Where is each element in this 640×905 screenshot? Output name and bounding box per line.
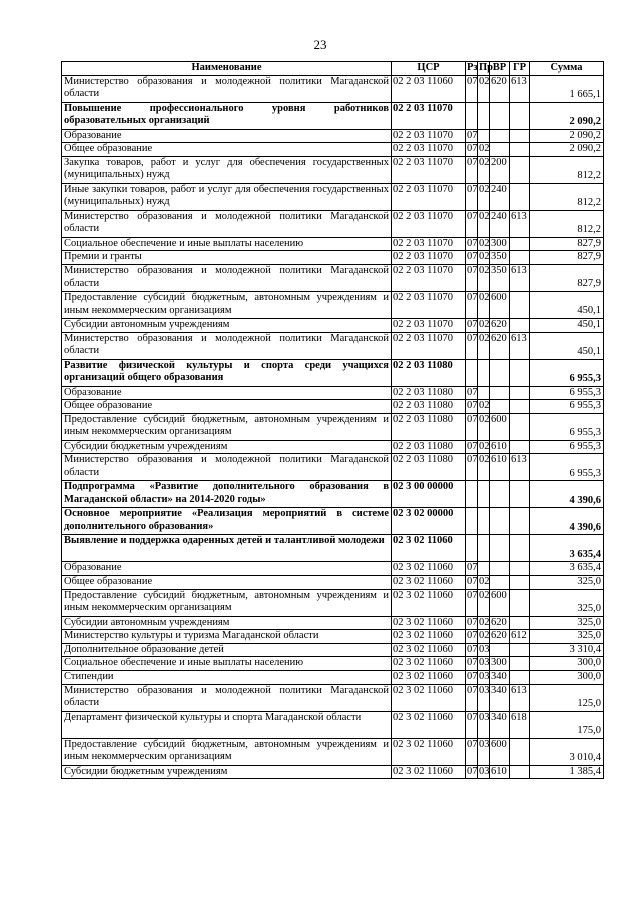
row-rz-cell: 07 [466,684,478,711]
row-gr-cell [510,156,530,183]
row-sum-cell: 812,2 [530,156,604,183]
row-pr-cell [478,102,490,129]
row-pr-cell: 02 [478,440,490,454]
row-csr-cell: 02 3 00 00000 [392,481,466,508]
row-vr-cell: 620 [490,75,510,102]
row-csr-cell: 02 2 03 11070 [392,318,466,332]
row-name-cell: Повышение профессионального уровня работников образовательных организаций [62,102,392,129]
table-row [62,481,604,508]
row-gr-cell [510,400,530,414]
row-sum-cell: 812,2 [530,210,604,237]
row-vr-cell: 300 [490,237,510,251]
row-sum-cell: 6 955,3 [530,400,604,414]
row-gr-cell [510,183,530,210]
row-name-cell: Основное мероприятие «Реализация мероприятий в системе дополнительного образования» [62,508,392,535]
column-header-vr: ВР [490,62,510,76]
table-row [62,400,604,414]
row-pr-cell [478,535,490,562]
row-rz-cell: 07 [466,75,478,102]
row-gr-cell [510,413,530,440]
row-pr-cell: 02 [478,454,490,481]
row-vr-cell [490,508,510,535]
table-row [62,535,604,562]
row-vr-cell: 600 [490,738,510,765]
row-name-cell: Общее образование [62,143,392,157]
row-csr-cell: 02 3 02 11060 [392,765,466,779]
row-csr-cell: 02 3 02 11060 [392,657,466,671]
table-row [62,440,604,454]
row-sum-cell: 6 955,3 [530,386,604,400]
row-csr-cell: 02 3 02 11060 [392,630,466,644]
row-sum-cell: 3 010,4 [530,738,604,765]
row-rz-cell [466,102,478,129]
row-csr-cell: 02 2 03 11070 [392,210,466,237]
row-csr-cell: 02 2 03 11070 [392,156,466,183]
row-csr-cell: 02 2 03 11080 [392,413,466,440]
row-sum-cell: 2 090,2 [530,129,604,143]
row-sum-cell: 3 310,4 [530,643,604,657]
row-rz-cell: 07 [466,332,478,359]
row-sum-cell: 2 090,2 [530,102,604,129]
table-row [62,684,604,711]
row-vr-cell [490,359,510,386]
table-row [62,616,604,630]
row-csr-cell: 02 3 02 11060 [392,535,466,562]
row-vr-cell: 600 [490,589,510,616]
budget-table [61,61,604,779]
row-csr-cell: 02 2 03 11070 [392,264,466,291]
row-sum-cell: 4 390,6 [530,508,604,535]
row-pr-cell: 03 [478,738,490,765]
row-vr-cell: 620 [490,332,510,359]
row-vr-cell: 620 [490,630,510,644]
row-sum-cell: 2 090,2 [530,143,604,157]
row-sum-cell: 6 955,3 [530,440,604,454]
row-rz-cell: 07 [466,657,478,671]
table-row [62,129,604,143]
row-sum-cell: 125,0 [530,684,604,711]
row-csr-cell: 02 2 03 11070 [392,102,466,129]
row-sum-cell: 827,9 [530,264,604,291]
table-row [62,562,604,576]
row-pr-cell [478,359,490,386]
table-row [62,386,604,400]
row-rz-cell: 07 [466,143,478,157]
row-vr-cell [490,129,510,143]
row-rz-cell [466,535,478,562]
row-csr-cell: 02 3 02 11060 [392,589,466,616]
row-name-cell: Образование [62,386,392,400]
row-csr-cell: 02 3 02 11060 [392,643,466,657]
row-pr-cell: 02 [478,400,490,414]
table-row [62,657,604,671]
row-name-cell: Общее образование [62,400,392,414]
row-pr-cell: 02 [478,575,490,589]
row-sum-cell: 325,0 [530,630,604,644]
row-csr-cell: 02 2 03 11070 [392,183,466,210]
row-name-cell: Субсидии автономным учреждениям [62,318,392,332]
row-vr-cell [490,562,510,576]
column-header-sum: Сумма [530,62,604,76]
row-rz-cell: 07 [466,413,478,440]
table-row [62,156,604,183]
row-pr-cell: 03 [478,765,490,779]
row-pr-cell: 02 [478,75,490,102]
table-row [62,102,604,129]
row-gr-cell: 613 [510,264,530,291]
row-gr-cell [510,291,530,318]
row-vr-cell: 340 [490,711,510,738]
row-rz-cell: 07 [466,440,478,454]
row-pr-cell: 02 [478,237,490,251]
row-pr-cell: 03 [478,643,490,657]
row-name-cell: Предоставление субсидий бюджетным, автономным учреждениям и иным некоммерческим организациям [62,589,392,616]
row-name-cell: Министерство образования и молодежной политики Магаданской области [62,454,392,481]
row-gr-cell [510,765,530,779]
row-pr-cell: 02 [478,589,490,616]
table-row [62,332,604,359]
row-name-cell: Социальное обеспечение и иные выплаты населению [62,657,392,671]
row-rz-cell [466,359,478,386]
row-vr-cell [490,643,510,657]
column-header-pr: Пр [478,62,490,76]
table-row [62,765,604,779]
table-header-row [62,62,604,76]
row-csr-cell: 02 2 03 11080 [392,359,466,386]
row-name-cell: Образование [62,562,392,576]
row-pr-cell: 03 [478,670,490,684]
row-gr-cell [510,589,530,616]
row-rz-cell: 07 [466,386,478,400]
row-rz-cell: 07 [466,210,478,237]
row-rz-cell: 07 [466,738,478,765]
table-row [62,251,604,265]
row-vr-cell: 300 [490,657,510,671]
row-vr-cell [490,143,510,157]
row-name-cell: Субсидии бюджетным учреждениям [62,440,392,454]
row-gr-cell [510,102,530,129]
row-sum-cell: 3 635,4 [530,562,604,576]
row-name-cell: Министерство образования и молодежной политики Магаданской области [62,210,392,237]
row-sum-cell: 175,0 [530,711,604,738]
row-rz-cell: 07 [466,318,478,332]
row-vr-cell: 350 [490,264,510,291]
row-pr-cell: 02 [478,318,490,332]
row-name-cell: Дополнительное образование детей [62,643,392,657]
row-rz-cell: 07 [466,129,478,143]
row-pr-cell: 03 [478,684,490,711]
row-rz-cell: 07 [466,670,478,684]
page-number: 23 [313,37,327,52]
row-gr-cell [510,535,530,562]
row-gr-cell [510,481,530,508]
row-sum-cell: 812,2 [530,183,604,210]
table-row [62,291,604,318]
row-name-cell: Субсидии бюджетным учреждениям [62,765,392,779]
row-pr-cell: 02 [478,616,490,630]
table-row [62,318,604,332]
row-rz-cell: 07 [466,183,478,210]
row-vr-cell: 610 [490,765,510,779]
table-row [62,589,604,616]
row-sum-cell: 4 390,6 [530,481,604,508]
row-vr-cell [490,535,510,562]
row-name-cell: Предоставление субсидий бюджетным, автономным учреждениям и иным некоммерческим организациям [62,291,392,318]
row-vr-cell: 610 [490,440,510,454]
table-row [62,630,604,644]
row-csr-cell: 02 2 03 11070 [392,143,466,157]
row-gr-cell [510,643,530,657]
row-name-cell: Министерство образования и молодежной политики Магаданской области [62,75,392,102]
table-row [62,210,604,237]
row-name-cell: Социальное обеспечение и иные выплаты населению [62,237,392,251]
row-vr-cell [490,400,510,414]
row-gr-cell [510,562,530,576]
column-header-rz: Рз [466,62,478,76]
row-name-cell: Министерство образования и молодежной политики Магаданской области [62,332,392,359]
row-pr-cell: 03 [478,657,490,671]
row-sum-cell: 3 635,4 [530,535,604,562]
table-row [62,183,604,210]
row-gr-cell: 613 [510,332,530,359]
row-gr-cell: 612 [510,630,530,644]
row-rz-cell: 07 [466,630,478,644]
row-vr-cell: 620 [490,616,510,630]
row-csr-cell: 02 3 02 11060 [392,684,466,711]
row-rz-cell: 07 [466,711,478,738]
table-row [62,237,604,251]
row-vr-cell: 620 [490,318,510,332]
row-pr-cell: 02 [478,210,490,237]
row-csr-cell: 02 3 02 00000 [392,508,466,535]
row-gr-cell [510,657,530,671]
row-csr-cell: 02 2 03 11070 [392,129,466,143]
row-rz-cell: 07 [466,589,478,616]
row-sum-cell: 827,9 [530,237,604,251]
row-name-cell: Премии и гранты [62,251,392,265]
row-csr-cell: 02 2 03 11070 [392,291,466,318]
row-vr-cell: 610 [490,454,510,481]
row-vr-cell: 240 [490,183,510,210]
table-row [62,670,604,684]
row-sum-cell: 6 955,3 [530,413,604,440]
table-row [62,643,604,657]
row-gr-cell [510,508,530,535]
row-rz-cell: 07 [466,643,478,657]
row-name-cell: Подпрограмма «Развитие дополнительного образования в Магаданской области» на 2014-2020 годы» [62,481,392,508]
table-row [62,738,604,765]
table-row [62,75,604,102]
row-vr-cell [490,575,510,589]
row-csr-cell: 02 2 03 11070 [392,332,466,359]
row-vr-cell [490,386,510,400]
row-csr-cell: 02 3 02 11060 [392,738,466,765]
row-gr-cell: 613 [510,210,530,237]
row-csr-cell: 02 3 02 11060 [392,575,466,589]
row-vr-cell [490,102,510,129]
row-gr-cell [510,616,530,630]
row-gr-cell: 613 [510,75,530,102]
row-gr-cell [510,251,530,265]
row-pr-cell: 02 [478,291,490,318]
row-rz-cell: 07 [466,251,478,265]
row-name-cell: Стипендии [62,670,392,684]
row-rz-cell: 07 [466,765,478,779]
row-rz-cell: 07 [466,291,478,318]
row-vr-cell: 600 [490,413,510,440]
row-rz-cell: 07 [466,237,478,251]
row-name-cell: Предоставление субсидий бюджетным, автономным учреждениям и иным некоммерческим организациям [62,738,392,765]
row-rz-cell: 07 [466,575,478,589]
row-gr-cell [510,738,530,765]
row-name-cell: Выявление и поддержка одаренных детей и талантливой молодежи [62,535,392,562]
row-csr-cell: 02 2 03 11070 [392,251,466,265]
row-sum-cell: 1 665,1 [530,75,604,102]
column-header-name: Наименование [62,62,392,76]
row-csr-cell: 02 2 03 11060 [392,75,466,102]
row-name-cell: Иные закупки товаров, работ и услуг для обеспечения государственных (муниципальных) нужд [62,183,392,210]
table-row [62,454,604,481]
row-csr-cell: 02 3 02 11060 [392,616,466,630]
row-vr-cell: 200 [490,156,510,183]
row-gr-cell [510,359,530,386]
row-rz-cell: 07 [466,156,478,183]
row-pr-cell: 03 [478,711,490,738]
row-name-cell: Департамент физической культуры и спорта Магаданской области [62,711,392,738]
row-name-cell: Развитие физической культуры и спорта среди учащихся организаций общего образования [62,359,392,386]
row-name-cell: Министерство культуры и туризма Магаданской области [62,630,392,644]
row-name-cell: Образование [62,129,392,143]
row-vr-cell: 340 [490,684,510,711]
row-sum-cell: 450,1 [530,318,604,332]
row-vr-cell: 600 [490,291,510,318]
table-row [62,575,604,589]
table-row [62,508,604,535]
row-csr-cell: 02 3 02 11060 [392,670,466,684]
row-gr-cell [510,440,530,454]
row-sum-cell: 325,0 [530,575,604,589]
row-csr-cell: 02 2 03 11080 [392,386,466,400]
row-rz-cell: 07 [466,454,478,481]
row-pr-cell: 02 [478,251,490,265]
row-pr-cell: 02 [478,332,490,359]
column-header-csr: ЦСР [392,62,466,76]
row-pr-cell [478,481,490,508]
row-gr-cell [510,237,530,251]
table-row [62,711,604,738]
row-pr-cell: 02 [478,183,490,210]
row-sum-cell: 827,9 [530,251,604,265]
row-pr-cell [478,562,490,576]
row-pr-cell [478,129,490,143]
row-csr-cell: 02 2 03 11080 [392,440,466,454]
table-row [62,359,604,386]
row-vr-cell: 240 [490,210,510,237]
row-pr-cell: 02 [478,143,490,157]
row-sum-cell: 450,1 [530,332,604,359]
row-gr-cell: 613 [510,454,530,481]
row-sum-cell: 325,0 [530,616,604,630]
row-rz-cell: 07 [466,616,478,630]
row-pr-cell [478,508,490,535]
row-csr-cell: 02 2 03 11070 [392,237,466,251]
table-body [62,75,604,779]
row-gr-cell [510,129,530,143]
row-vr-cell [490,481,510,508]
row-name-cell: Предоставление субсидий бюджетным, автономным учреждениям и иным некоммерческим организациям [62,413,392,440]
row-gr-cell [510,670,530,684]
row-csr-cell: 02 2 03 11080 [392,400,466,414]
row-csr-cell: 02 3 02 11060 [392,562,466,576]
table-row [62,413,604,440]
row-sum-cell: 325,0 [530,589,604,616]
row-name-cell: Субсидии автономным учреждениям [62,616,392,630]
row-sum-cell: 6 955,3 [530,454,604,481]
row-name-cell: Министерство образования и молодежной политики Магаданской области [62,684,392,711]
row-gr-cell [510,318,530,332]
row-sum-cell: 6 955,3 [530,359,604,386]
row-sum-cell: 1 385,4 [530,765,604,779]
row-gr-cell [510,386,530,400]
row-csr-cell: 02 3 02 11060 [392,711,466,738]
row-pr-cell: 02 [478,413,490,440]
row-csr-cell: 02 2 03 11080 [392,454,466,481]
table-row [62,264,604,291]
row-vr-cell: 350 [490,251,510,265]
row-sum-cell: 450,1 [530,291,604,318]
row-pr-cell: 02 [478,156,490,183]
row-sum-cell: 300,0 [530,657,604,671]
row-name-cell: Общее образование [62,575,392,589]
row-pr-cell [478,386,490,400]
row-gr-cell [510,575,530,589]
row-pr-cell: 02 [478,264,490,291]
row-gr-cell: 618 [510,711,530,738]
row-rz-cell: 07 [466,562,478,576]
row-pr-cell: 02 [478,630,490,644]
table-row [62,143,604,157]
row-vr-cell: 340 [490,670,510,684]
row-name-cell: Закупка товаров, работ и услуг для обеспечения государственных (муниципальных) нужд [62,156,392,183]
row-gr-cell [510,143,530,157]
row-sum-cell: 300,0 [530,670,604,684]
row-rz-cell: 07 [466,264,478,291]
row-rz-cell: 07 [466,400,478,414]
row-gr-cell: 613 [510,684,530,711]
row-rz-cell [466,481,478,508]
column-header-gr: ГР [510,62,530,76]
row-rz-cell [466,508,478,535]
row-name-cell: Министерство образования и молодежной политики Магаданской области [62,264,392,291]
